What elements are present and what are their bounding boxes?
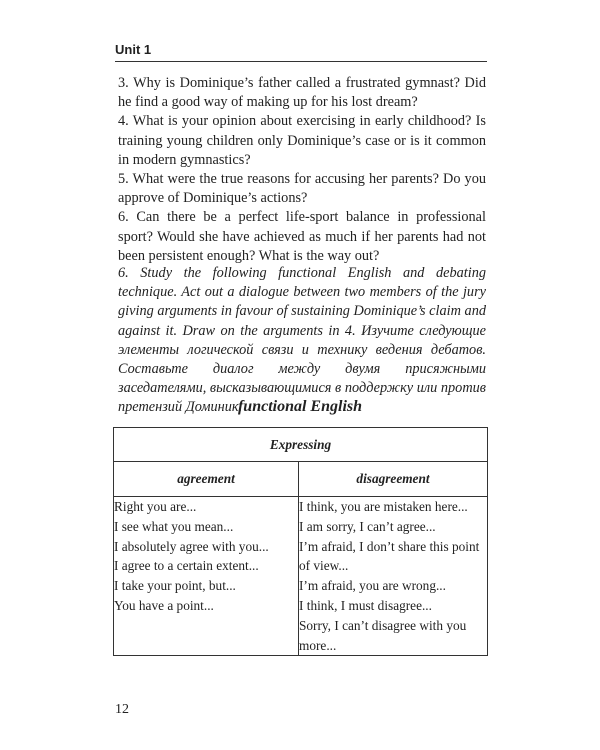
unit-header: Unit 1 xyxy=(115,42,152,57)
list-item: I absolutely agree with you... xyxy=(114,538,269,554)
question-3: 3. Why is Dominique’s father called a frustrated gymnast? Did he find a good way of making up for his lost dream? xyxy=(118,75,486,111)
list-item: You have a point... xyxy=(114,597,214,613)
list-item: I’m afraid, I don’t share this point of view... xyxy=(299,538,480,574)
list-item: Sorry, I can’t disagree with you more... xyxy=(299,617,467,653)
header-divider xyxy=(115,61,487,62)
column-header-disagreement: disagreement xyxy=(299,462,488,497)
disagreement-list xyxy=(299,497,488,656)
functional-english-table xyxy=(113,427,488,656)
question-6: 6. Can there be a perfect life-sport balance in professional sport? Would she have achieved as much if her parents had not been persistent enough? What is the way out? xyxy=(118,209,486,264)
agreement-list xyxy=(114,497,299,656)
questions-block xyxy=(118,74,486,266)
list-item: I see what you mean... xyxy=(114,518,234,534)
list-item: Right you are... xyxy=(114,499,197,514)
page-number: 12 xyxy=(115,702,129,717)
question-4: 4. What is your opinion about exercising in early childhood? Is training young children only Dominique’s case or is it common in modern gymnastics? xyxy=(118,113,486,168)
list-item: I take your point, but... xyxy=(114,578,236,594)
task-instructions: 6. Study the following functional English and debating technique. Act out a dialogue between two members of the jury giving arguments in favour of sustaining Dominique’s claim and against it. Draw on the arguments in 4. Изучите следующие элементы логической связи и технику ведения дебатов. Составьте диалог между двумя присяжными заседателями, высказывающимися в поддержку или против претензий Доминик. xyxy=(118,265,486,416)
list-item: I agree to a certain extent... xyxy=(114,558,259,574)
list-item: I am sorry, I can’t agree... xyxy=(299,518,436,534)
list-item: I think, you are mistaken here... xyxy=(299,499,468,514)
section-title: functional English xyxy=(237,398,363,415)
table-heading: Expressing xyxy=(114,428,488,462)
column-header-agreement: agreement xyxy=(114,462,299,497)
question-5: 5. What were the true reasons for accusing her parents? Do you approve of Dominique’s actions? xyxy=(118,171,486,207)
list-item: I think, I must disagree... xyxy=(299,597,432,613)
list-item: I’m afraid, you are wrong... xyxy=(299,578,446,594)
